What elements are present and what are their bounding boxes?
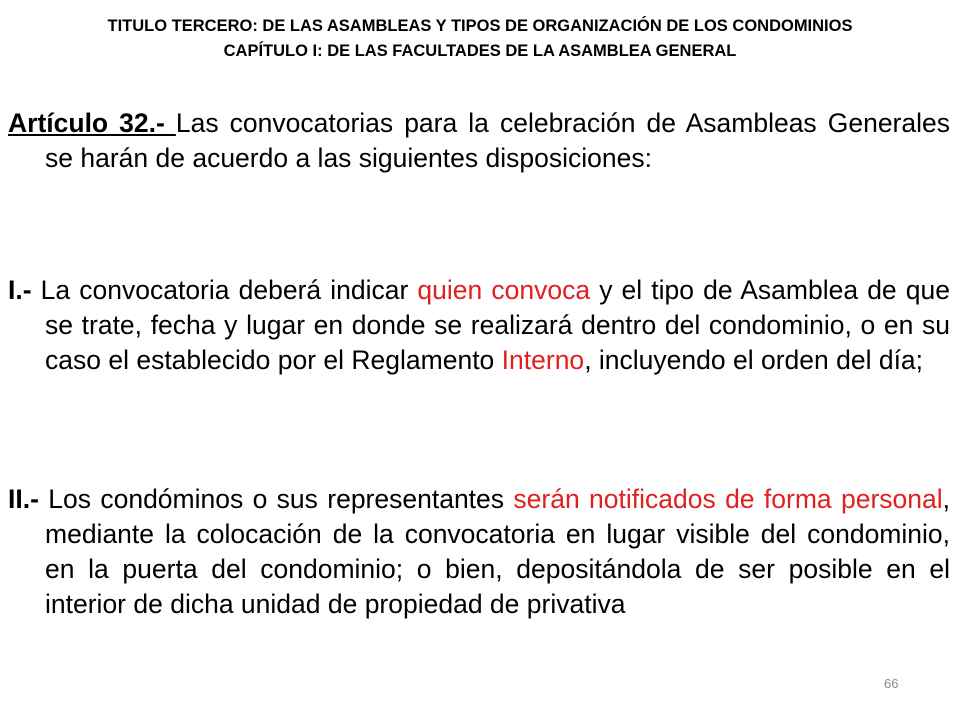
article-intro-text: Las convocatorias para la celebración de Asambleas Generales se harán de acuerdo a las siguientes disposiciones: (45, 108, 950, 173)
clause-ii-highlight-notificados: serán notificados de forma personal (513, 484, 943, 514)
clause-i-highlight-interno: Interno (501, 345, 585, 375)
header-chapter-line: CAPÍTULO I: DE LAS FACULTADES DE LA ASAMBLEA GENERAL (223, 42, 737, 60)
clause-i-text-2: y el tipo de Asamblea de que se trate, fecha y lugar en donde se realizará dentro del condominio, o en su caso el establecido por el Reglamento (45, 275, 950, 375)
clause-i-highlight-quien-convoca: quien convoca (417, 275, 591, 305)
clause-i-text-3: , incluyendo el orden del día; (584, 345, 924, 375)
header-title-line: TITULO TERCERO: DE LAS ASAMBLEAS Y TIPOS DE ORGANIZACIÓN DE LOS CONDOMINIOS (107, 17, 853, 35)
clause-ii-number: II.- (8, 484, 39, 514)
article-32-paragraph (8, 106, 950, 176)
page-number: 66 (884, 676, 899, 691)
clause-ii-paragraph (8, 482, 950, 622)
clause-i-number: I.- (8, 275, 32, 305)
clause-i-paragraph (8, 273, 950, 378)
clause-ii-text-2: , mediante la colocación de la convocatoria en lugar visible del condominio, en la puerta del condominio; o bien, depositándola de ser posible en el interior de dicha unidad de propiedad de privativa (45, 484, 951, 619)
clause-i-text-1: La convocatoria deberá indicar (31, 275, 418, 305)
slide-header (0, 14, 960, 64)
article-heading: Artículo 32.- (8, 108, 176, 138)
clause-ii-text-1: Los condóminos o sus representantes (38, 484, 514, 514)
